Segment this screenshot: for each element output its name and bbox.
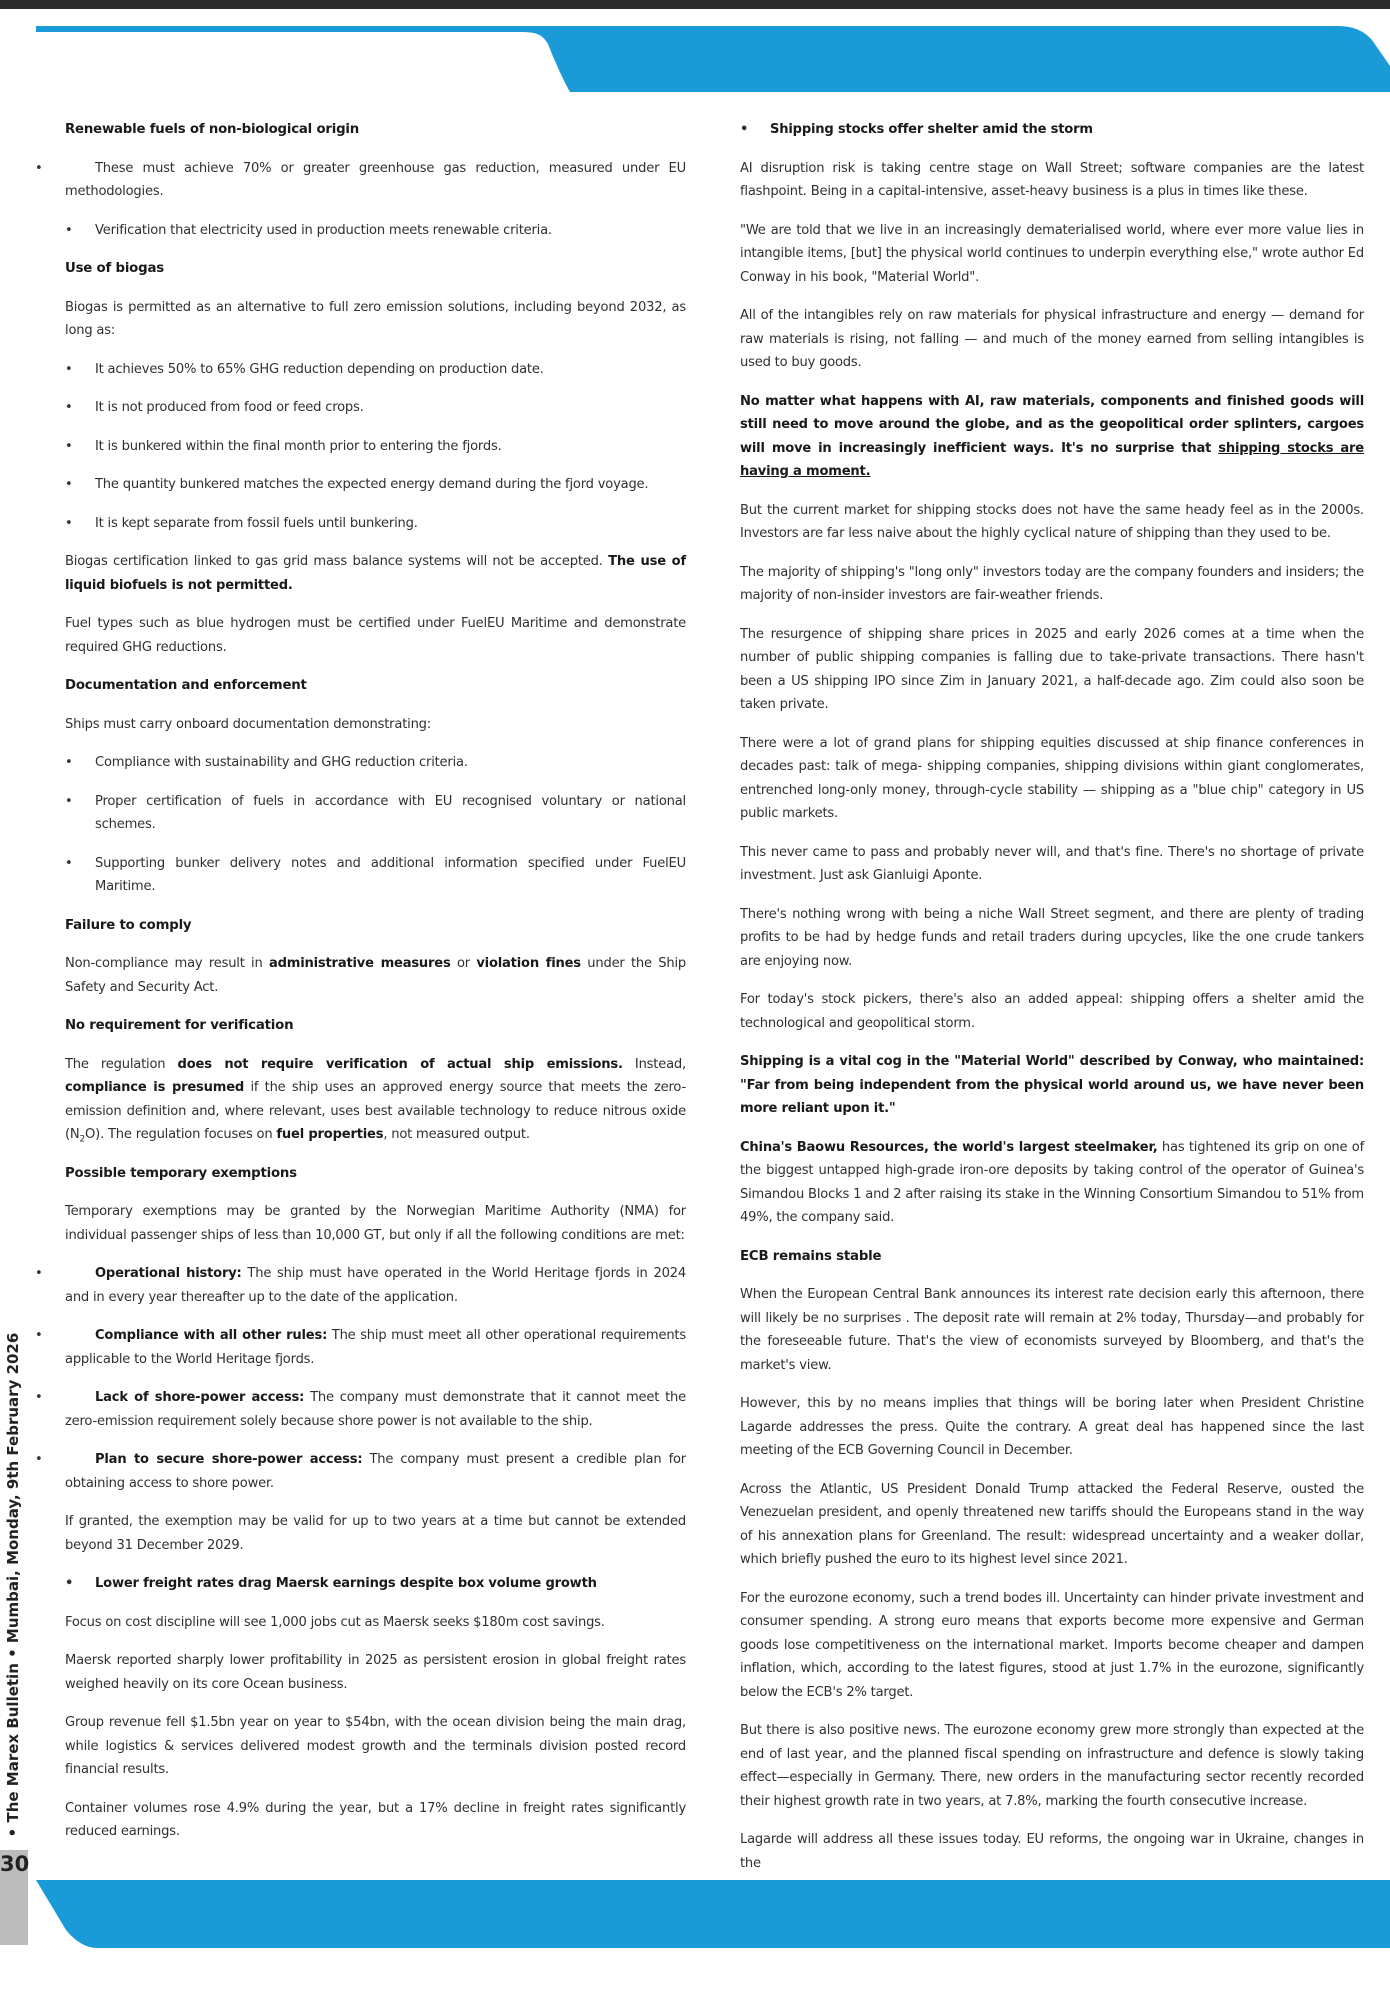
heading-maersk: • Lower freight rates drag Maersk earnings despite box volume growth	[65, 1572, 686, 1596]
nv-text-2: Instead,	[622, 1056, 686, 1072]
biogas-cert-bold: The use of liquid biofuels is not permitted.	[65, 554, 686, 593]
exemption-bullet-4	[65, 1448, 686, 1495]
ecb-paragraph-2: However, this by no means implies that things will be boring later when President Christine Lagarde addresses the press. Quite the contrary. A great deal has happened since the last meeting of the ECB Governing Council in December.	[740, 1396, 1364, 1458]
nv-text-5: , not measured output.	[383, 1127, 530, 1142]
heading-shipping-stocks: • Shipping stocks offer shelter amid the storm	[740, 118, 1364, 142]
r4-text: No matter what happens with AI, raw materials, components and finished goods will still need to move around the globe, and as the geopolitical order splinters, cargoes will move in increasingly inefficient ways. It's no surprise that	[740, 393, 1364, 456]
biogas-cert-text: Biogas certification linked to gas grid mass balance systems will not be accepted.	[65, 554, 603, 569]
fail-bold-1: administrative measures	[268, 956, 451, 971]
biogas-intro: Biogas is permitted as an alternative to full zero emission solutions, including beyond 2032, as long as:	[65, 299, 686, 338]
biogas-bullet-5: • It is kept separate from fossil fuels until bunkering.	[65, 512, 686, 536]
top-dark-bar	[0, 0, 1390, 9]
ecb-paragraph-4: For the eurozone economy, such a trend bodes ill. Uncertainty can hinder private investment and consumer spending. A strong euro means that exports become more expensive and German goods lose competitiveness on the international market. Imports become cheaper and dampen inflation, which, according to the latest figures, stood at just 1.7% in the eurozone, significantly below the ECB's 2% target.	[740, 1590, 1364, 1700]
no-verification-paragraph	[65, 1053, 686, 1147]
heading-no-verification: No requirement for verification	[65, 1018, 294, 1033]
ex2-head: Compliance with all other rules:	[95, 1328, 328, 1343]
biogas-bullet-3: • It is bunkered within the final month prior to entering the fjords.	[65, 435, 686, 459]
stocks-paragraph-2: "We are told that we live in an increasingly dematerialised world, where ever more value lies in intangible items, [but] the physical world continues to underpin everything else," wrote author Ed Conway in his book, "Material World".	[740, 222, 1364, 285]
right-column	[740, 118, 1364, 1890]
nv-subscript: 2	[79, 1134, 86, 1145]
ex4-head: Plan to secure shore-power access:	[95, 1452, 363, 1467]
heading-biogas: Use of biogas	[65, 261, 164, 276]
heading-failure: Failure to comply	[65, 917, 192, 933]
biogas-bullet-1: • It achieves 50% to 65% GHG reduction depending on production date.	[65, 358, 686, 382]
baowu-bold: China's Baowu Resources, the world's largest steelmaker,	[740, 1139, 1158, 1155]
stocks-paragraph-4	[740, 390, 1364, 484]
heading-rfnbo: Renewable fuels of non-biological origin	[65, 122, 360, 137]
ex1-text: The ship must have operated in the World Heritage fjords in 2024 and in every year thereafter up to the date of the application.	[65, 1266, 686, 1305]
biogas-certification-paragraph	[65, 550, 686, 597]
nv-text-4: O). The regulation focuses on	[85, 1127, 277, 1142]
fail-text-1: Non-compliance may result in	[65, 956, 269, 971]
stocks-paragraph-10: There's nothing wrong with being a niche Wall Street segment, and there are plenty of trading profits to be had by hedge funds and retail traders during upcycles, like the one crude tankers are enjoying now.	[740, 906, 1364, 969]
heading-documentation: Documentation and enforcement	[65, 678, 307, 693]
left-column	[65, 118, 686, 1859]
fail-text-3: under the Ship Safety and Security Act.	[65, 956, 686, 995]
top-blue-banner	[0, 26, 1390, 92]
stocks-paragraph-3: All of the intangibles rely on raw materials for physical infrastructure and energy — demand for raw materials is rising, not falling — and much of the money earned from selling intangibles is used to buy goods.	[740, 308, 1364, 370]
ecb-paragraph-6: Lagarde will address all these issues today. EU reforms, the ongoing war in Ukraine, changes in the	[740, 1832, 1364, 1871]
maersk-paragraph-1: Focus on cost discipline will see 1,000 jobs cut as Maersk seeks $180m cost savings.	[65, 1614, 605, 1630]
granted-paragraph: If granted, the exemption may be valid for up to two years at a time but cannot be extended beyond 31 December 2029.	[65, 1514, 686, 1553]
rfnbo-bullet-1: • These must achieve 70% or greater greenhouse gas reduction, measured under EU methodologies.	[65, 157, 686, 204]
stocks-paragraph-9: This never came to pass and probably never will, and that's fine. There's no shortage of private investment. Just ask Gianluigi Aponte.	[740, 844, 1364, 883]
stocks-paragraph-8: There were a lot of grand plans for shipping equities discussed at ship finance conferences in decades past: talk of mega- shipping companies, shipping divisions within giant conglomerates, entrenched long-only money, through-cycle stability — shipping as a "blue chip" category in US public markets.	[740, 735, 1364, 821]
biogas-bullet-2: • It is not produced from food or feed crops.	[65, 396, 686, 420]
rfnbo-bullet-2: • Verification that electricity used in production meets renewable criteria.	[65, 219, 686, 243]
ecb-paragraph-3: Across the Atlantic, US President Donald Trump attacked the Federal Reserve, ousted the Venezuelan president, and openly threatened new tariffs should the Europeans stand in the way of his annexation plans for Greenland. The result: widespread uncertainty and a weaker dollar, which briefly pushed the euro to its highest level since 2021.	[740, 1481, 1364, 1567]
heading-exemptions: Possible temporary exemptions	[65, 1165, 297, 1181]
stocks-paragraph-12: Shipping is a vital cog in the "Material World" described by Conway, who maintained: "Far from being independent from the physical world around us, we have never been more reliant upon it."	[740, 1054, 1364, 1116]
ex4-text: The company must present a credible plan for obtaining access to shore power.	[65, 1452, 686, 1491]
stocks-paragraph-7: The resurgence of shipping share prices in 2025 and early 2026 comes at a time when the number of public shipping companies is falling due to take-private transactions. There hasn't been a US shipping IPO since Zim in January 2021, a half-decade ago. Zim could also soon be taken private.	[740, 626, 1364, 712]
ecb-paragraph-5: But there is also positive news. The eurozone economy grew more strongly than expected at the end of last year, and the planned fiscal spending on infrastructure and defence is slowly taking effect—especially in Germany. There, new orders in the manufacturing sector recently recorded their highest growth rate in two years, at 7.8%, marking the fourth consecutive increase.	[740, 1723, 1364, 1809]
maersk-paragraph-4: Container volumes rose 4.9% during the year, but a 17% decline in freight rates significantly reduced earnings.	[65, 1800, 686, 1839]
ex3-text: The company must demonstrate that it cannot meet the zero-emission requirement solely because shore power is not available to the ship.	[65, 1390, 686, 1429]
baowu-text: has tightened its grip on one of the biggest untapped high-grade iron-ore deposits by taking control of the operator of Guinea's Simandou Blocks 1 and 2 after raising its stake in the Winning Consortium Simandou to 51% from 49%, the company said.	[740, 1139, 1364, 1225]
ex3-head: Lack of shore-power access:	[95, 1390, 305, 1405]
exemptions-intro: Temporary exemptions may be granted by the Norwegian Maritime Authority (NMA) for individual passenger ships of less than 10,000 GT, but only if all the following conditions are met:	[65, 1204, 686, 1243]
fail-bold-2: violation fines	[476, 956, 581, 971]
doc-bullet-1: • Compliance with sustainability and GHG reduction criteria.	[65, 751, 686, 775]
nv-text-3: if the ship uses an approved energy source that meets the zero-emission definition and, where relevant, uses best available technology to reduce nitrous oxide (N	[65, 1080, 686, 1142]
exemption-bullet-1	[65, 1262, 686, 1309]
doc-bullet-3: • Supporting bunker delivery notes and additional information specified under FuelEU Maritime.	[65, 852, 686, 899]
biogas-bullet-4: • The quantity bunkered matches the expected energy demand during the fjord voyage.	[65, 473, 686, 497]
baowu-paragraph	[740, 1136, 1364, 1230]
failure-paragraph	[65, 952, 686, 999]
side-caption-area	[0, 1325, 26, 1845]
nv-bold-1: does not require verification of actual ship emissions.	[177, 1056, 623, 1072]
ex1-head: Operational history:	[95, 1266, 242, 1281]
heading-ecb: ECB remains stable	[740, 1248, 882, 1264]
maersk-paragraph-3: Group revenue fell $1.5bn year on year to $54bn, with the ocean division being the main drag, while logistics & services delivered modest growth and the terminals division posted record financial results.	[65, 1715, 686, 1777]
fail-text-2: or	[450, 956, 477, 971]
page-number: 30	[0, 1852, 30, 1876]
maersk-paragraph-2: Maersk reported sharply lower profitability in 2025 as persistent erosion in global freight rates weighed heavily on its core Ocean business.	[65, 1653, 686, 1692]
exemption-bullet-3	[65, 1386, 686, 1433]
side-caption: • The Marex Bulletin • Mumbai, Monday, 9th February 2026	[4, 1332, 22, 1838]
nv-bold-2: compliance is presumed	[65, 1080, 245, 1095]
exemption-bullet-2	[65, 1324, 686, 1371]
stocks-paragraph-6: The majority of shipping's "long only" investors today are the company founders and insiders; the majority of non-insider investors are fair-weather friends.	[740, 564, 1364, 603]
shipping-stocks-link[interactable]: shipping stocks are having a moment.	[740, 440, 1364, 479]
stocks-paragraph-5: But the current market for shipping stocks does not have the same heady feel as in the 2000s. Investors are far less naive about the highly cyclical nature of shipping than they used to be.	[740, 502, 1364, 541]
stocks-paragraph-11: For today's stock pickers, there's also an added appeal: shipping offers a shelter amid the technological and geopolitical storm.	[740, 992, 1364, 1031]
doc-intro: Ships must carry onboard documentation demonstrating:	[65, 716, 431, 732]
stocks-paragraph-1: AI disruption risk is taking centre stage on Wall Street; software companies are the latest flashpoint. Being in a capital-intensive, asset-heavy business is a plus in times like these.	[740, 160, 1364, 199]
fuel-types-paragraph: Fuel types such as blue hydrogen must be certified under FuelEU Maritime and demonstrate required GHG reductions.	[65, 616, 686, 655]
nv-bold-3: fuel properties	[276, 1127, 384, 1142]
doc-bullet-2: • Proper certification of fuels in accordance with EU recognised voluntary or national schemes.	[65, 790, 686, 837]
ecb-paragraph-1: When the European Central Bank announces its interest rate decision early this afternoon, there will likely be no surprises . The deposit rate will remain at 2% today, Thursday—and probably for the foreseeable future. That's the view of economists surveyed by Bloomberg, and that's the market's view.	[740, 1287, 1364, 1373]
ex2-text: The ship must meet all other operational requirements applicable to the World Heritage fjords.	[65, 1328, 686, 1367]
nv-text-1: The regulation	[65, 1056, 178, 1072]
